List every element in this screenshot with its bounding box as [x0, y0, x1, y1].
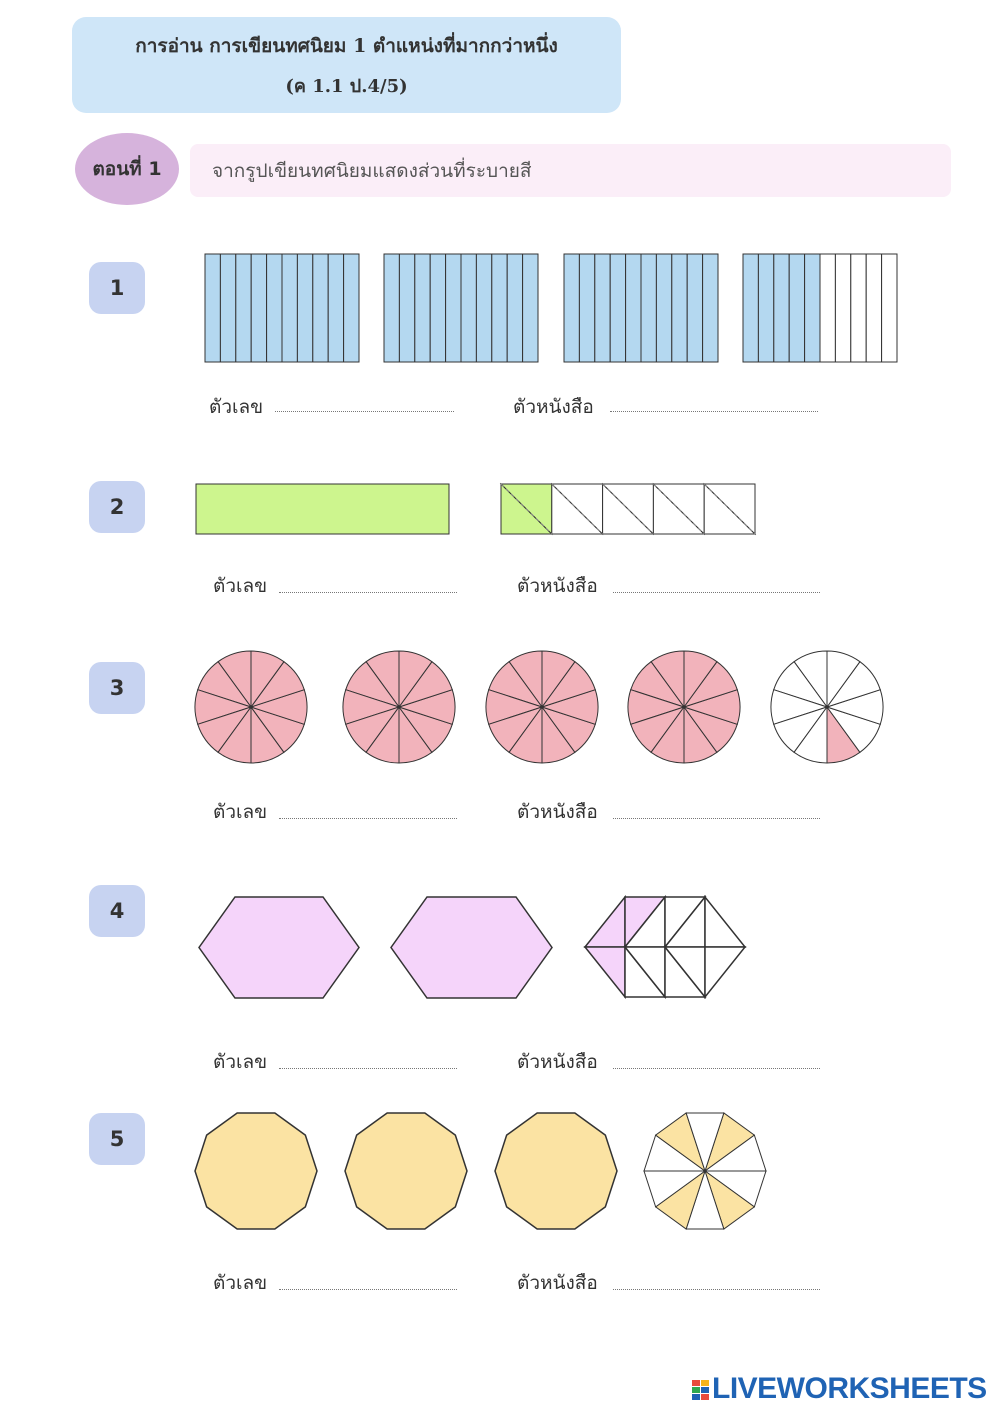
- number-label-4: ตัวเลข: [213, 1051, 268, 1073]
- strip-part: [220, 254, 235, 362]
- triangle-part: [585, 947, 625, 997]
- problem-number-3: 3: [89, 662, 145, 714]
- strip-part: [313, 254, 328, 362]
- problem-3-figures: [195, 651, 883, 763]
- strip-part: [835, 254, 850, 362]
- words-label-1: ตัวหนังสือ: [513, 396, 594, 418]
- words-label-2: ตัวหนังสือ: [517, 575, 598, 597]
- problem-number-1: 1: [89, 262, 145, 314]
- number-label-5: ตัวเลข: [213, 1272, 268, 1294]
- words-label-3: ตัวหนังสือ: [517, 801, 598, 823]
- strip-part: [789, 254, 804, 362]
- strip-part: [595, 254, 610, 362]
- strip-part: [882, 254, 897, 362]
- strip-part: [656, 254, 671, 362]
- problem-number-4: 4: [89, 885, 145, 937]
- problem-5-figures: [195, 1113, 766, 1229]
- problem-number-2: 2: [89, 481, 145, 533]
- strip-part: [430, 254, 445, 362]
- strip-part: [415, 254, 430, 362]
- strip-part: [523, 254, 538, 362]
- strip-part: [446, 254, 461, 362]
- strip-part: [703, 254, 718, 362]
- problem-2-figures: [196, 484, 755, 534]
- liveworksheets-logo: [692, 1372, 987, 1406]
- number-answer-blank-2[interactable]: [279, 592, 457, 593]
- strip-part: [251, 254, 266, 362]
- words-answer-blank-3[interactable]: [613, 818, 820, 819]
- step-badge: ตอนที่ 1: [75, 133, 179, 205]
- page-title: การอ่าน การเขียนทศนิยม 1 ตำแหน่งที่มากกว่าหนึ่ง: [135, 34, 558, 57]
- strip-part: [626, 254, 641, 362]
- strip-part: [282, 254, 297, 362]
- whole-hexagon: [391, 897, 552, 998]
- strip-part: [672, 254, 687, 362]
- strip-part: [610, 254, 625, 362]
- strip-part: [205, 254, 220, 362]
- strip-part: [743, 254, 758, 362]
- number-answer-blank-4[interactable]: [279, 1068, 457, 1069]
- strip-part: [236, 254, 251, 362]
- number-answer-blank-3[interactable]: [279, 818, 457, 819]
- strip-part: [641, 254, 656, 362]
- problem-1-figures: [205, 254, 897, 362]
- words-label-4: ตัวหนังสือ: [517, 1051, 598, 1073]
- number-label-2: ตัวเลข: [213, 575, 268, 597]
- strip-part: [461, 254, 476, 362]
- strip-part: [384, 254, 399, 362]
- number-answer-blank-1[interactable]: [275, 411, 454, 412]
- triangle-part: [705, 947, 745, 997]
- whole-rectangle: [196, 484, 449, 534]
- logo-text: LIVEWORKSHEETS: [712, 1372, 987, 1405]
- strip-part: [507, 254, 522, 362]
- whole-decagon: [195, 1113, 317, 1229]
- triangle-part: [705, 897, 745, 947]
- strip-part: [399, 254, 414, 362]
- whole-decagon: [495, 1113, 617, 1229]
- number-label-1: ตัวเลข: [209, 396, 264, 418]
- strip-part: [579, 254, 594, 362]
- whole-decagon: [345, 1113, 467, 1229]
- words-answer-blank-1[interactable]: [610, 411, 818, 412]
- strip-part: [564, 254, 579, 362]
- strip-part: [851, 254, 866, 362]
- strip-part: [492, 254, 507, 362]
- strip-part: [866, 254, 881, 362]
- words-answer-blank-5[interactable]: [613, 1289, 820, 1290]
- strip-part: [344, 254, 359, 362]
- whole-hexagon: [199, 897, 359, 998]
- problem-4-figures: [199, 897, 745, 998]
- strip-part: [820, 254, 835, 362]
- words-answer-blank-2[interactable]: [613, 592, 820, 593]
- strip-part: [805, 254, 820, 362]
- strip-part: [758, 254, 773, 362]
- number-answer-blank-5[interactable]: [279, 1289, 457, 1290]
- number-label-3: ตัวเลข: [213, 801, 268, 823]
- words-answer-blank-4[interactable]: [613, 1068, 820, 1069]
- problem-number-5: 5: [89, 1113, 145, 1165]
- page-subtitle: (ค 1.1 ป.4/5): [285, 75, 408, 97]
- strip-part: [476, 254, 491, 362]
- instruction-text: จากรูปเขียนทศนิยมแสดงส่วนที่ระบายสี: [190, 144, 951, 197]
- strip-part: [297, 254, 312, 362]
- strip-part: [267, 254, 282, 362]
- strip-part: [774, 254, 789, 362]
- strip-part: [328, 254, 343, 362]
- logo-icon: [692, 1376, 710, 1402]
- words-label-5: ตัวหนังสือ: [517, 1272, 598, 1294]
- triangle-part: [585, 897, 625, 947]
- strip-part: [687, 254, 702, 362]
